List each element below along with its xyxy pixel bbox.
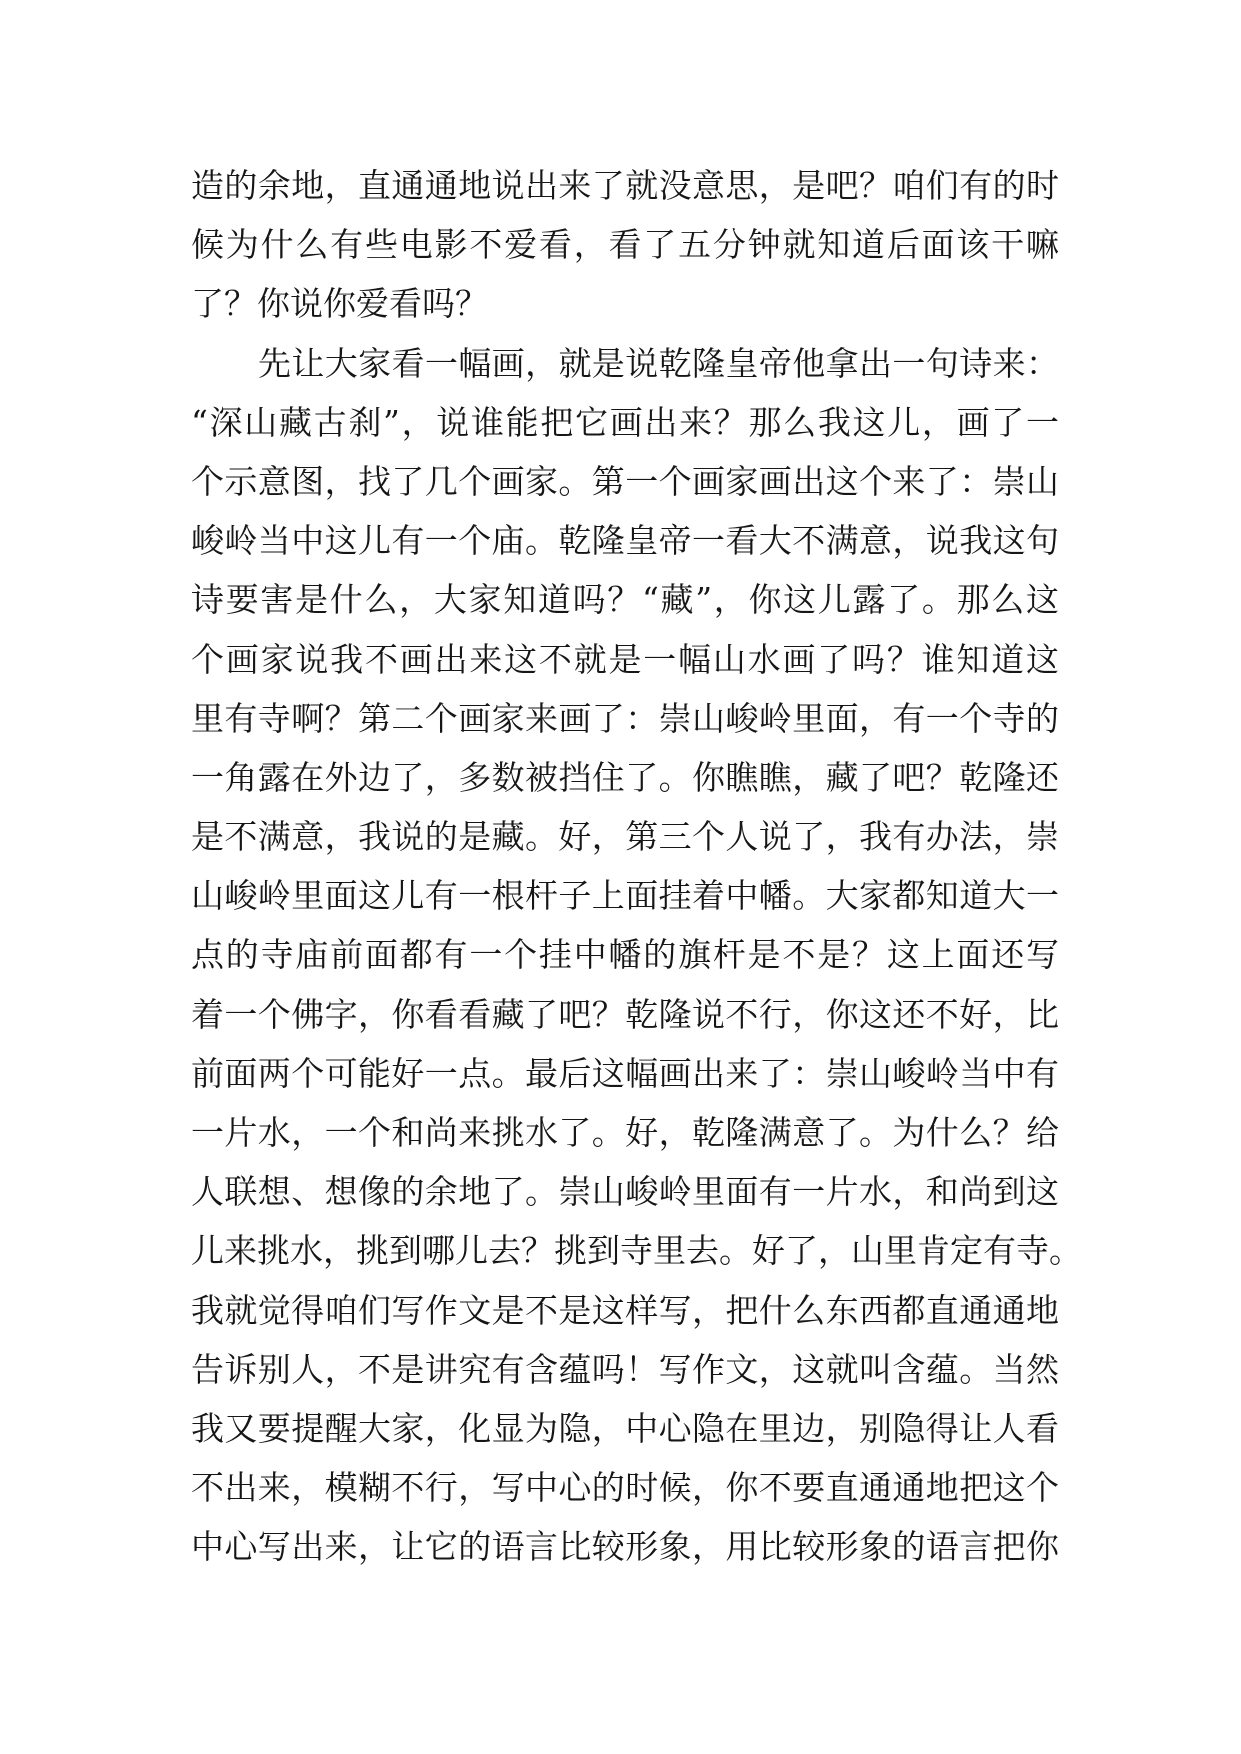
text-line: 前面两个可能好一点。最后这幅画出来了：崇山峻岭当中有 bbox=[191, 1053, 1059, 1093]
text-line: 个示意图，找了几个画家。第一个画家画出这个来了：崇山 bbox=[191, 461, 1059, 501]
text-line: 个画家说我不画出来这不就是一幅山水画了吗？谁知道这 bbox=[191, 639, 1059, 679]
text-line: 不出来，模糊不行，写中心的时候，你不要直通通地把这个 bbox=[191, 1468, 1059, 1508]
text-line: 里有寺啊？第二个画家来画了：崇山峻岭里面，有一个寺的 bbox=[191, 698, 1059, 738]
body-text bbox=[191, 156, 1082, 1577]
text-line: 先让大家看一幅画，就是说乾隆皇帝他拿出一句诗来： bbox=[258, 343, 1059, 383]
paragraph bbox=[191, 156, 1059, 334]
text-line: 山峻岭里面这儿有一根杆子上面挂着中幡。大家都知道大一 bbox=[191, 876, 1059, 916]
text-line: 造的余地，直通通地说出来了就没意思，是吧？咱们有的时 bbox=[191, 166, 1059, 205]
text-line: 诗要害是什么，大家知道吗？“藏”，你这儿露了。那么这 bbox=[191, 580, 1059, 620]
text-line: 点的寺庙前面都有一个挂中幡的旗杆是不是？这上面还写 bbox=[191, 935, 1059, 975]
text-line: 中心写出来，让它的语言比较形象，用比较形象的语言把你 bbox=[191, 1527, 1059, 1567]
text-line: 告诉别人，不是讲究有含蕴吗！写作文，这就叫含蕴。当然 bbox=[191, 1349, 1059, 1389]
text-line: 候为什么有些电影不爱看，看了五分钟就知道后面该干嘛 bbox=[191, 225, 1059, 265]
text-line: 峻岭当中这儿有一个庙。乾隆皇帝一看大不满意，说我这句 bbox=[191, 521, 1059, 561]
text-line: 儿来挑水，挑到哪儿去？挑到寺里去。好了，山里肯定有寺。 bbox=[191, 1231, 1082, 1271]
text-line: 一片水，一个和尚来挑水了。好，乾隆满意了。为什么？给 bbox=[191, 1113, 1059, 1152]
paragraph bbox=[191, 334, 1082, 1577]
text-line: “深山藏古刹”，说谁能把它画出来？那么我这儿，画了一 bbox=[191, 402, 1059, 442]
text-line: 了？你说你爱看吗？ bbox=[191, 284, 488, 324]
text-line: 我又要提醒大家，化显为隐，中心隐在里边，别隐得让人看 bbox=[191, 1408, 1059, 1448]
text-line: 人联想、想像的余地了。崇山峻岭里面有一片水，和尚到这 bbox=[191, 1172, 1059, 1212]
text-line: 我就觉得咱们写作文是不是这样写，把什么东西都直通通地 bbox=[191, 1290, 1059, 1330]
text-line: 一角露在外边了，多数被挡住了。你瞧瞧，藏了吧？乾隆还 bbox=[191, 757, 1059, 797]
text-line: 着一个佛字，你看看藏了吧？乾隆说不行，你这还不好，比 bbox=[191, 994, 1059, 1034]
text-line: 是不满意，我说的是藏。好，第三个人说了，我有办法，崇 bbox=[191, 817, 1059, 857]
